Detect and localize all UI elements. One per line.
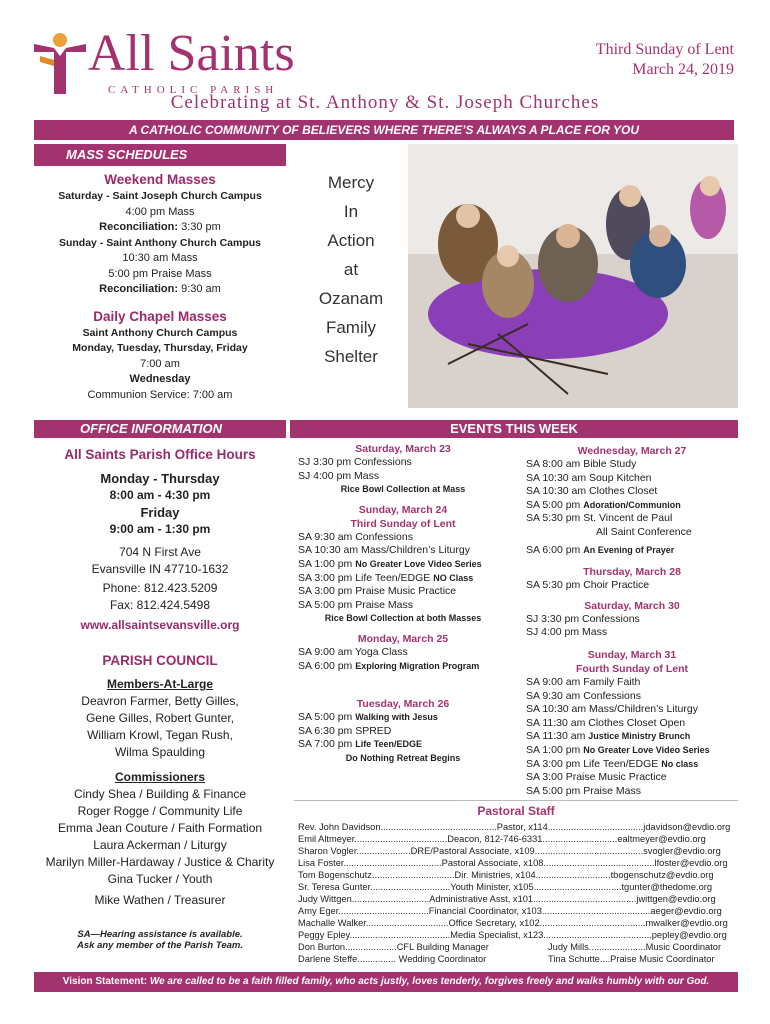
- staff-row: Emil Altmeyer....................................Deacon, 812-746-6331.............................ealtmeyer@evdio.org: [298, 834, 706, 844]
- sat-mass: 4:00 pm Mass: [125, 205, 195, 218]
- office-fri: Friday: [140, 505, 180, 520]
- sun-reconciliation: Reconciliation: 9:30 am: [99, 283, 221, 295]
- events-left-column: [298, 442, 508, 766]
- feature-word: Shelter: [324, 347, 378, 366]
- event-line: SA 3:00 pm Praise Music Practice: [298, 585, 457, 598]
- office-mt-hours: 8:00 am - 4:30 pm: [109, 488, 211, 502]
- event-line: SA 5:00 pm Adoration/Communion: [526, 498, 681, 511]
- event-line: SA 6:00 pm Exploring Migration Program: [298, 659, 480, 672]
- event-line: SA 7:00 pm Life Teen/EDGE: [298, 738, 423, 751]
- feature-word: In: [343, 202, 359, 221]
- commissioner-line: Cindy Shea / Building & Finance: [73, 787, 247, 801]
- event-line: SA 9:00 am Yoga Class: [298, 645, 408, 658]
- staff-row: Machalle Walker................................Office Secretary, x102.........................................mwalker@evdio.org: [298, 918, 728, 928]
- event-line: SA 5:30 pm St. Vincent de Paul: [526, 512, 673, 525]
- logo-name: All Saints: [88, 25, 295, 82]
- feature-word: Family: [325, 318, 377, 337]
- daily-campus: Saint Anthony Church Campus: [82, 326, 238, 339]
- event-line: SJ 3:30 pm Confessions: [526, 612, 640, 625]
- event-line: SJ 4:00 pm Mass: [526, 626, 608, 639]
- daily-masses-title: Daily Chapel Masses: [93, 308, 227, 324]
- event-day-heading: Sunday, March 31: [587, 648, 677, 661]
- event-line: SJ 4:00 pm Mass: [298, 469, 380, 482]
- member-line: William Krowl, Tegan Rush,: [87, 728, 233, 742]
- logo-subtitle: CATHOLIC PARISH: [108, 84, 279, 96]
- sat-campus: Saturday - Saint Joseph Church Campus: [58, 190, 262, 202]
- parish-council: [34, 652, 286, 951]
- feature-word: Ozanam: [318, 289, 384, 308]
- office-address-1: 704 N First Ave: [119, 545, 201, 559]
- event-line: SA 5:00 pm Praise Mass: [298, 598, 413, 611]
- issue-date-text: March 24, 2019: [632, 61, 734, 78]
- sat-reconciliation: Reconciliation: 3:30 pm: [99, 221, 221, 233]
- vision-label: Vision Statement:: [62, 976, 148, 987]
- staff-row: Darlene Steffe............... Wedding Coordinator: [298, 954, 487, 964]
- daily-days: Monday, Tuesday, Thursday, Friday: [72, 342, 248, 354]
- tagline-bar: A CATHOLIC COMMUNITY OF BELIEVERS WHERE THERE’S ALWAYS A PLACE FOR YOU: [34, 120, 734, 140]
- vision-text: We are called to be a faith filled family, who acts justly, loves tenderly, forgives freely and walks humbly with our God.: [147, 976, 710, 987]
- office-title: OFFICE INFORMATION: [34, 420, 286, 438]
- feature-words: [296, 168, 406, 371]
- feature-word: at: [343, 260, 359, 279]
- office-fri-hours: 9:00 am - 1:30 pm: [109, 522, 211, 536]
- members-at-large-title: Members-At-Large: [106, 677, 214, 691]
- event-line: SA 5:00 pm Walking with Jesus: [298, 711, 438, 724]
- event-note: Rice Bowl Collection at Mass: [340, 484, 466, 495]
- event-line: SA 10:30 am Mass/Children’s Liturgy: [526, 703, 698, 716]
- commissioner-line: Laura Ackerman / Liturgy: [93, 838, 227, 852]
- commissioner-line: Marilyn Miller-Hardaway / Justice & Charity: [45, 855, 275, 869]
- wednesday-label: Wednesday: [129, 373, 191, 385]
- event-day-heading: Tuesday, March 26: [356, 698, 450, 711]
- sun-mass-1: 10:30 am Mass: [122, 252, 198, 264]
- hearing-note-2: Ask any member of the Parish Team.: [77, 940, 243, 951]
- event-note: Do Nothing Retreat Begins: [345, 752, 461, 763]
- event-day-heading: Wednesday, March 27: [577, 445, 687, 457]
- issue-title: Third Sunday of Lent: [595, 41, 734, 58]
- treasurer-line: Mike Wathen / Treasurer: [94, 893, 226, 907]
- commissioner-line: Gina Tucker / Youth: [107, 872, 213, 886]
- event-day-heading: Saturday, March 23: [355, 443, 451, 455]
- staff-row: Don Burton....................CFL Building Manager: [298, 942, 489, 952]
- commissioner-line: Emma Jean Couture / Faith Formation: [57, 821, 263, 835]
- office-address-2: Evansville IN 47710-1632: [91, 562, 229, 576]
- event-line: All Saint Conference: [596, 525, 692, 538]
- feature-word: Action: [327, 231, 375, 250]
- member-line: Deavron Farmer, Betty Gilles,: [81, 694, 239, 708]
- parish-council-title: PARISH COUNCIL: [102, 653, 218, 668]
- event-line: SJ 3:30 pm Confessions: [298, 456, 412, 468]
- event-line: SA 9:30 am Confessions: [526, 689, 641, 702]
- event-line: SA 10:30 am Clothes Closet: [526, 485, 658, 498]
- event-line: SA 1:00 pm No Greater Love Video Series: [526, 743, 710, 756]
- vision-bar: [34, 972, 738, 992]
- event-line: SA 3:00 pm Life Teen/EDGE No class: [526, 757, 699, 770]
- member-line: Wilma Spaulding: [114, 745, 206, 759]
- issue-date: [596, 40, 734, 80]
- event-note: Rice Bowl Collection at both Masses: [324, 613, 482, 624]
- event-line: SA 3:00 Praise Music Practice: [526, 771, 667, 784]
- sun-campus: Sunday - Saint Anthony Church Campus: [58, 236, 262, 249]
- pastoral-staff: [294, 800, 738, 965]
- event-day-heading: Sunday, March 24: [358, 503, 448, 516]
- office-phone: Phone: 812.423.5209: [102, 581, 218, 595]
- event-line: SA 1:00 pm No Greater Love Video Series: [298, 557, 482, 570]
- staff-divider: [294, 800, 738, 801]
- staff-row: Rev. John Davidson.............................................Pastor, x114.....................................jdavidson@evdio.org: [298, 822, 731, 832]
- event-line: SA 11:30 am Justice Ministry Brunch: [526, 730, 691, 743]
- office-hours-title: All Saints Parish Office Hours: [64, 447, 256, 462]
- office-information: [34, 420, 286, 634]
- mass-schedules: [34, 144, 286, 408]
- events-right-column: [526, 444, 738, 798]
- event-line: SA 10:30 am Mass/Children’s Liturgy: [298, 544, 470, 557]
- feature-word: Mercy: [327, 173, 375, 192]
- event-line: SA 5:30 pm Choir Practice: [526, 579, 650, 592]
- office-mt: Monday - Thursday: [100, 471, 220, 486]
- office-fax: Fax: 812.424.5498: [109, 598, 211, 612]
- event-line: SA 11:30 am Clothes Closet Open: [526, 716, 686, 729]
- pastoral-staff-title: Pastoral Staff: [477, 804, 555, 818]
- staff-row: Judy Wittgen..............................Administrative Asst, x101........................................jwittgen@evdio.org: [298, 894, 716, 904]
- staff-row: Tina Schutte....Praise Music Coordinator: [548, 954, 715, 964]
- events-title: EVENTS THIS WEEK: [290, 420, 738, 438]
- event-line: SA 10:30 am Soup Kitchen: [526, 471, 652, 484]
- event-line: SA 8:00 am Bible Study: [526, 458, 637, 470]
- staff-row: Tom Bogenschutz................................Dir. Ministries, x104.............................tbogenschutz@evdio.org: [298, 870, 714, 880]
- staff-row: Sharon Vogler.....................DRE/Pastoral Associate, x109..........................................svogler@evdio.org: [298, 846, 721, 856]
- office-website-link[interactable]: www.allsaintsevansville.org: [80, 618, 240, 632]
- sun-mass-2: 5:00 pm Praise Mass: [108, 267, 212, 280]
- member-line: Gene Gilles, Robert Gunter,: [85, 711, 235, 725]
- event-line: SA 9:30 am Confessions: [298, 530, 413, 543]
- event-line: SA 3:00 pm Life Teen/EDGE NO Class: [298, 571, 474, 584]
- event-line: SA 6:00 pm An Evening of Prayer: [526, 543, 675, 556]
- staff-row: Sr. Teresa Gunter...............................Youth Minister, x105..................................tgunter@thedome.org: [298, 882, 713, 892]
- event-line: SA 5:00 pm Praise Mass: [526, 784, 641, 797]
- celebrating-line: Celebrating at St. Anthony & St. Joseph Churches: [170, 92, 600, 113]
- shelter-photo: [408, 144, 738, 408]
- commissioner-line: Roger Rogge / Community Life: [77, 804, 243, 818]
- staff-row: Lisa Foster......................................Pastoral Associate, x108...........................................lfoster@evdio.org: [298, 858, 728, 868]
- logo: [30, 25, 330, 100]
- commissioners-title: Commissioners: [114, 770, 206, 784]
- mass-schedules-title: MASS SCHEDULES: [34, 144, 286, 166]
- weekend-masses-title: Weekend Masses: [104, 172, 216, 187]
- staff-row: Amy Eger...................................Financial Coordinator, x103..........................................aeger@evdio.org: [298, 906, 722, 916]
- staff-row: Judy Mills......................Music Coordinator: [548, 942, 722, 952]
- staff-row: Peggy Epley.......................................Media Specialist, x123..........................................pepley@evdio.org: [298, 930, 727, 940]
- communion-service: Communion Service: 7:00 am: [87, 388, 233, 401]
- daily-time: 7:00 am: [140, 357, 180, 370]
- event-line: SA 9:00 am Family Faith: [526, 675, 641, 688]
- event-line: SA 6:30 pm SPRED: [298, 724, 392, 737]
- event-day-subheading: Fourth Sunday of Lent: [576, 662, 688, 675]
- event-day-heading: Saturday, March 30: [584, 599, 680, 612]
- event-day-heading: Monday, March 25: [357, 632, 449, 645]
- cross-figure-icon: [30, 30, 90, 96]
- event-day-heading: Thursday, March 28: [583, 566, 681, 579]
- event-day-subheading: Third Sunday of Lent: [350, 517, 456, 530]
- hearing-note-1: SA—Hearing assistance is available.: [77, 929, 243, 940]
